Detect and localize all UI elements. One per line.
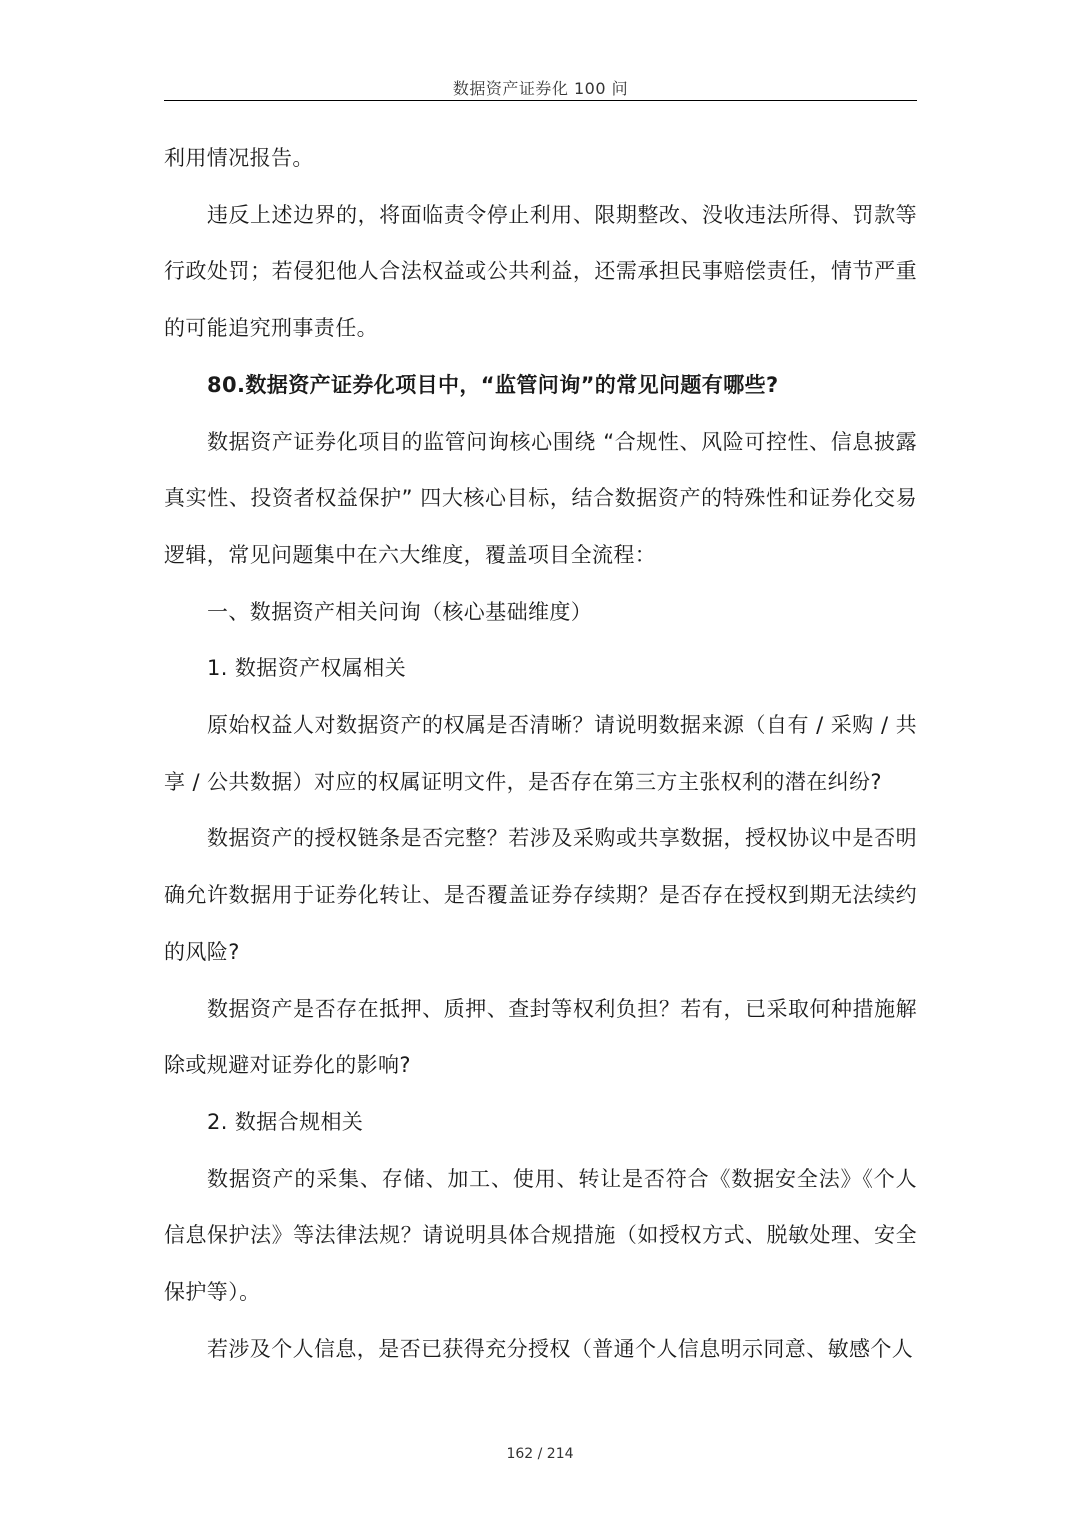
paragraph-authorization-chain: 数据资产的授权链条是否完整？若涉及采购或共享数据，授权协议中是否明确允许数据用于证券化转让、是否覆盖证券存续期？是否存在授权到期无法续约的风险? xyxy=(164,826,917,964)
subsection-heading-1: 1. 数据资产权属相关 xyxy=(207,656,407,681)
paragraph-compliance: 数据资产的采集、存储、加工、使用、转让是否符合《数据安全法》《个人信息保护法》等法律法规？请说明具体合规措施（如授权方式、脱敏处理、安全保护等）。 xyxy=(164,1166,917,1305)
body-text xyxy=(164,130,917,1377)
paragraph-continuation: 利用情况报告。 xyxy=(164,146,314,170)
paragraph-encumbrance: 数据资产是否存在抵押、质押、查封等权利负担？若有，已采取何种措施解除或规避对证券化的影响? xyxy=(164,996,917,1078)
paragraph-ownership: 原始权益人对数据资产的权属是否清晰？请说明数据来源（自有 / 采购 / 共享 / 公共数据）对应的权属证明文件，是否存在第三方主张权利的潜在纠纷? xyxy=(164,713,917,794)
header-rule xyxy=(164,100,917,101)
paragraph-penalties: 违反上述边界的，将面临责令停止利用、限期整改、没收违法所得、罚款等行政处罚；若侵犯他人合法权益或公共利益，还需承担民事赔偿责任，情节严重的可能追究刑事责任。 xyxy=(164,202,917,341)
subsection-heading-2: 2. 数据合规相关 xyxy=(207,1109,364,1134)
question-heading-80: 80.数据资产证券化项目中，“监管问询”的常见问题有哪些? xyxy=(207,372,779,397)
section-heading-1: 一、数据资产相关问询（核心基础维度） xyxy=(207,599,593,624)
page-number: 162 / 214 xyxy=(506,1446,574,1462)
paragraph-overview: 数据资产证券化项目的监管问询核心围绕 “合规性、风险可控性、信息披露真实性、投资者权益保护” 四大核心目标，结合数据资产的特殊性和证券化交易逻辑，常见问题集中在六大维度，覆盖项目全流程： xyxy=(164,429,917,567)
running-header: 数据资产证券化 100 问 xyxy=(452,79,629,98)
paragraph-personal-info: 若涉及个人信息，是否已获得充分授权（普通个人信息明示同意、敏感个人 xyxy=(207,1336,914,1361)
